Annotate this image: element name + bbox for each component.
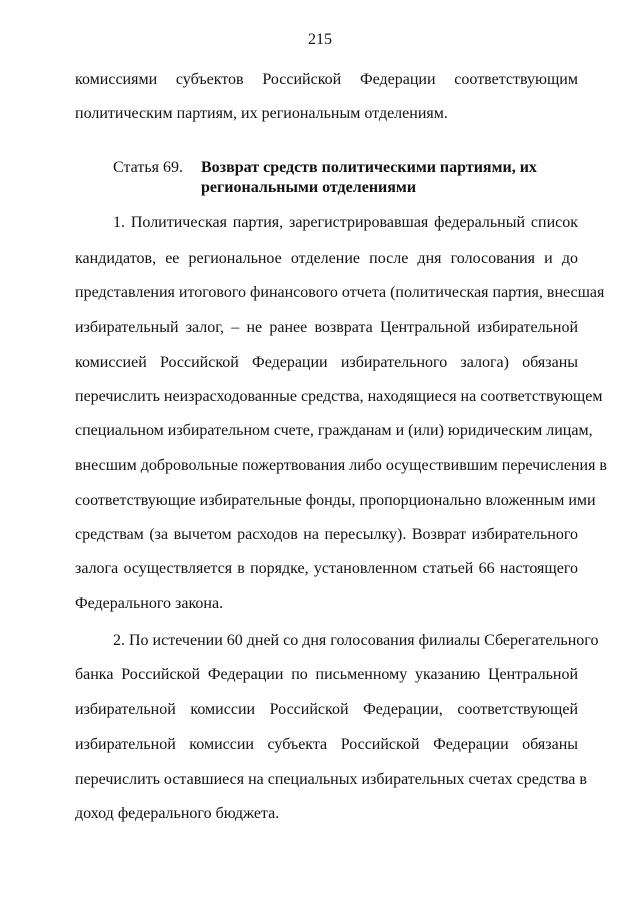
article-title xyxy=(201,158,537,198)
text-line: соответствующие избирательные фонды, пропорционально вложенным ими xyxy=(75,492,596,509)
text-line: комиссией Российской Федерации избирательного залога) обязаны xyxy=(75,354,578,371)
text-line: внесшим добровольные пожертвования либо осуществившим перечисления в xyxy=(75,457,607,474)
text-line: избирательный залог, – не ранее возврата Центральной избирательной xyxy=(75,319,578,336)
text-line: доход федерального бюджета. xyxy=(75,805,280,822)
text-line: представления итогового финансового отчета (политическая партия, внесшая xyxy=(75,284,605,301)
text-line: специальном избирательном счете, гражданам и (или) юридическим лицам, xyxy=(75,422,593,439)
text-line: перечислить оставшиеся на специальных избирательных счетах средства в xyxy=(75,771,587,788)
text-line: избирательной комиссии Российской Федерации, соответствующей xyxy=(75,701,578,718)
text-line: 1. Политическая партия, зарегистрировавшая федеральный список xyxy=(113,214,578,231)
text-line: залога осуществляется в порядке, установленном статьей 66 настоящего xyxy=(75,560,578,577)
text-line: кандидатов, ее региональное отделение после дня голосования и до xyxy=(75,250,578,267)
text-line: политическим партиям, их региональным отделениям. xyxy=(75,105,448,122)
text-line: банка Российской Федерации по письменному указанию Центральной xyxy=(75,666,578,683)
text-line: комиссиями субъектов Российской Федерации соответствующим xyxy=(75,71,578,88)
text-line: 2. По истечении 60 дней со дня голосования филиалы Сберегательного xyxy=(113,632,599,649)
article-number: Статья 69. xyxy=(113,159,183,176)
page-number: 215 xyxy=(308,31,332,48)
text-line: Федерального закона. xyxy=(75,595,224,612)
text-line: перечислить неизрасходованные средства, находящиеся на соответствующем xyxy=(75,388,603,405)
text-line: средствам (за вычетом расходов на пересылку). Возврат избирательного xyxy=(75,526,578,543)
article-title-line: Возврат средств политическими партиями, их xyxy=(201,159,537,176)
article-title-line: региональными отделениями xyxy=(201,179,417,196)
text-line: избирательной комиссии субъекта Российской Федерации обязаны xyxy=(75,736,578,753)
